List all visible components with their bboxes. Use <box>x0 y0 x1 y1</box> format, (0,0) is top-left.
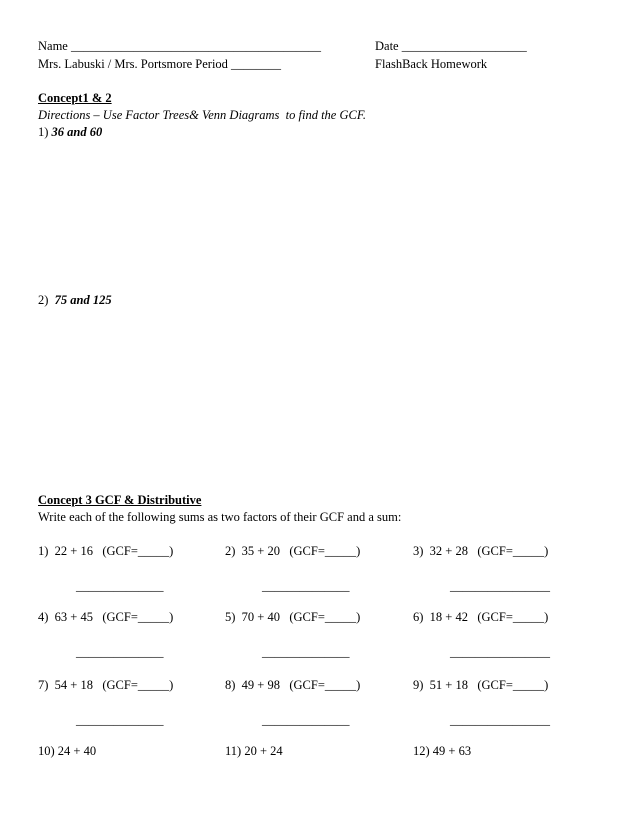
answer-line-6[interactable]: ________________ <box>450 645 550 659</box>
answer-line-4[interactable]: ______________ <box>76 645 164 659</box>
gcf-problem-2[interactable]: 2) 35 + 20 (GCF=_____) <box>225 544 361 558</box>
concept3-heading: Concept 3 GCF & Distributive <box>38 493 202 507</box>
date-line[interactable]: Date ____________________ <box>375 39 527 53</box>
gcf-problem-4[interactable]: 4) 63 + 45 (GCF=_____) <box>38 610 174 624</box>
concept3-instructions: Write each of the following sums as two factors of their GCF and a sum: <box>38 510 402 524</box>
gcf-problem-11[interactable]: 11) 20 + 24 <box>225 744 283 758</box>
answer-line-7[interactable]: ______________ <box>76 713 164 727</box>
concept12-directions: Directions – Use Factor Trees& Venn Diagrams to find the GCF. <box>38 108 366 122</box>
gcf-problem-8[interactable]: 8) 49 + 98 (GCF=_____) <box>225 678 361 692</box>
gcf-problem-7[interactable]: 7) 54 + 18 (GCF=_____) <box>38 678 174 692</box>
problem-expression: 75 and 125 <box>54 293 112 307</box>
gcf-problem-3[interactable]: 3) 32 + 28 (GCF=_____) <box>413 544 549 558</box>
concept12-heading: Concept1 & 2 <box>38 91 112 105</box>
answer-line-2[interactable]: ______________ <box>262 579 350 593</box>
gcf-problem-10[interactable]: 10) 24 + 40 <box>38 744 97 758</box>
answer-line-1[interactable]: ______________ <box>76 579 164 593</box>
problem-number: 2) <box>38 293 55 307</box>
problem-number: 1) <box>38 125 52 139</box>
gcf-problem-6[interactable]: 6) 18 + 42 (GCF=_____) <box>413 610 549 624</box>
answer-line-8[interactable]: ______________ <box>262 713 350 727</box>
problem-2 <box>38 292 112 308</box>
problem-expression: 36 and 60 <box>51 125 103 139</box>
answer-line-5[interactable]: ______________ <box>262 645 350 659</box>
homework-title: FlashBack Homework <box>375 57 488 71</box>
teachers-period-line: Mrs. Labuski / Mrs. Portsmore Period ________ <box>38 57 282 71</box>
problem-1 <box>38 124 102 140</box>
name-line[interactable]: Name ________________________________________ <box>38 39 321 53</box>
gcf-problem-9[interactable]: 9) 51 + 18 (GCF=_____) <box>413 678 549 692</box>
gcf-problem-12[interactable]: 12) 49 + 63 <box>413 744 472 758</box>
gcf-problem-5[interactable]: 5) 70 + 40 (GCF=_____) <box>225 610 361 624</box>
answer-line-9[interactable]: ________________ <box>450 713 550 727</box>
answer-line-3[interactable]: ________________ <box>450 579 550 593</box>
gcf-problem-1[interactable]: 1) 22 + 16 (GCF=_____) <box>38 544 174 558</box>
